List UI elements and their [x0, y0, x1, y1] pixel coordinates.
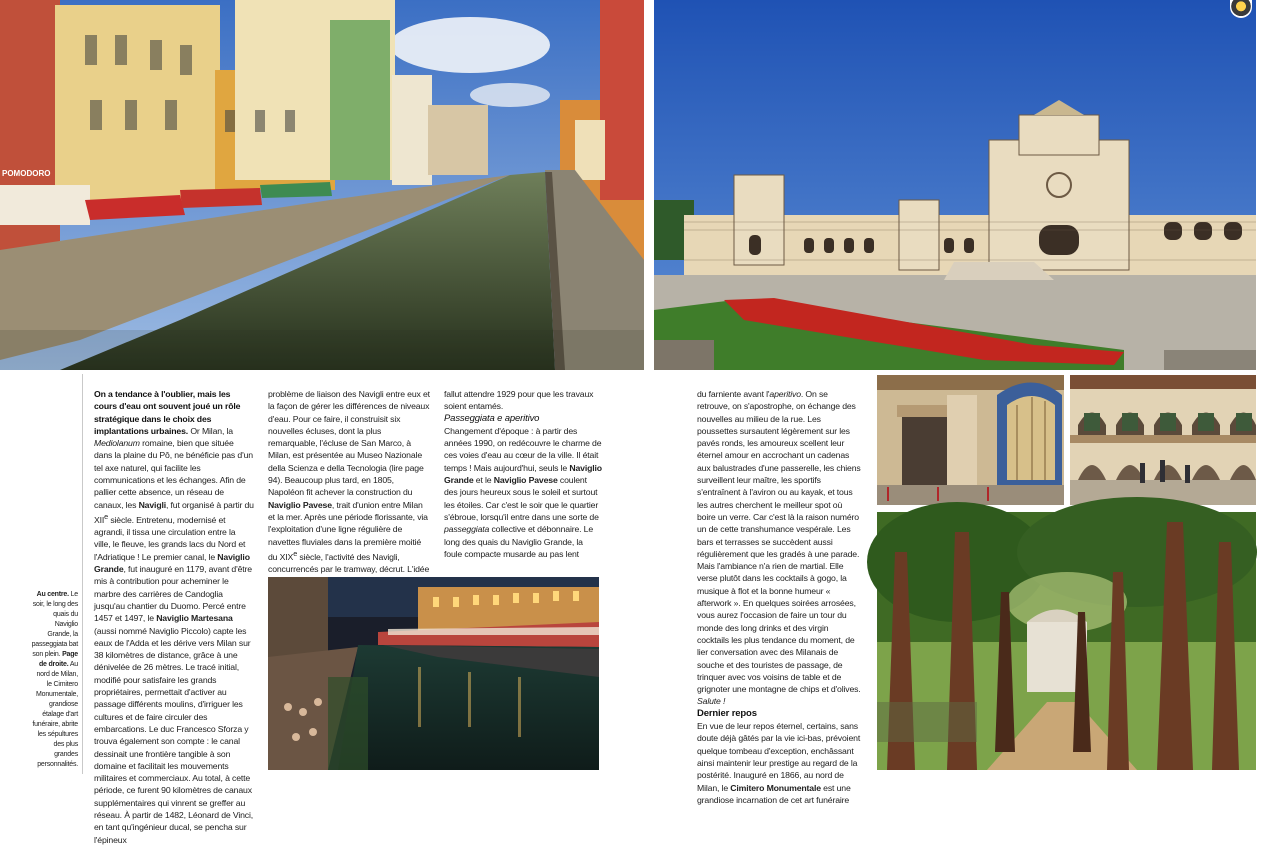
arcade-exterior-photo	[1070, 375, 1256, 505]
caption-right-title: Page de droite.	[38, 651, 78, 668]
body-text: siècle, l'activité des Navigli, concurrencés par le tramway, décrut. L'idée	[268, 551, 430, 575]
caption-center-title: Au centre.	[36, 591, 69, 598]
article-paragraph	[94, 388, 254, 846]
body-text: du farniente avant l'	[697, 389, 770, 399]
body-sup: e	[293, 548, 298, 558]
body-text: problème de liaison des Navigli entre eux et la façon de gérer les différences de niveaux d'eau. Pour ce faire, il construisit six nouvelles écluses, dont la plus remarquable, l'écluse de San Marco, à Milan, est présentée au Museo Nazionale della Scienza e della Tecnologia (lire page 94). Beaucoup plus tard, en 1805, Napoléon fit achever la construction du	[268, 389, 430, 498]
canal-day-photo	[0, 0, 644, 370]
body-bold: Naviglio Martesana	[156, 613, 233, 624]
body-text: collective et débonnaire. Le long des quais du Naviglio Grande, la foule compacte musarde au pas lent	[444, 524, 594, 559]
body-text: , trait d'union entre Milan et la mer. Après une période florissante, via l'exploitation d'une ligne régulière de navettes fluviales dans la première moitié du XIX	[268, 499, 428, 562]
article-paragraph	[444, 425, 602, 560]
body-italic: Salute !	[697, 696, 726, 707]
article-column-3	[444, 388, 602, 560]
body-bold: Cimitero Monumentale	[730, 782, 821, 793]
article-column-2	[268, 388, 430, 600]
article-column-1	[94, 388, 254, 846]
cemetery-photo	[654, 0, 1256, 370]
article-paragraph	[697, 720, 862, 806]
article-column-4	[697, 388, 862, 806]
caption-center-text: Le soir, le long des quais du Naviglio Grande, la passeggiata bat son plein.	[31, 591, 78, 658]
subheading-dernier-repos: Dernier repos	[697, 707, 757, 719]
body-text: fallut attendre 1929 pour que les travaux soient entamés.	[444, 389, 594, 412]
body-italic: aperitivo	[769, 389, 801, 399]
body-text: Changement d'époque : à partir des années 1990, on redécouvre le charme de ces voies d'eau au cœur de la ville. Il était temps ! Mais aujourd'hui, seuls le	[444, 425, 602, 473]
body-sup: e	[104, 511, 109, 521]
body-text: , fut organisé à partir du XII	[94, 499, 254, 525]
body-bold: Naviglio Pavese	[493, 475, 558, 486]
body-text: romaine, bien que située dans la plaine du Pô, ne bénéficie pas d'un tel axe naturel, qui facilite les communications et les échanges. Afin de pallier cette absence, un réseau de canaux, les	[94, 438, 253, 510]
subheading-passeggiata: Passeggiata e aperitivo	[444, 412, 540, 424]
caption-right-text: Au nord de Milan, le Cimitero Monumentale, grandiose étalage d'art funéraire, abrite les sépultures des plus grandes personnalités.	[32, 661, 78, 768]
body-text: et le	[473, 475, 494, 486]
body-italic: Mediolanum	[94, 438, 140, 449]
article-paragraph	[268, 388, 430, 600]
body-text: , fut inauguré en 1179, avant d'être mis à contribution pour acheminer le marbre des carrières de Candoglia jusqu'au chantier du Duomo. Percé entre 1457 et 1497, le	[94, 564, 252, 624]
lead-text: On a tendance à l'oublier, mais les cours d'eau ont souvent joué un rôle stratégique dans le choix des implantations urbaines.	[94, 389, 241, 436]
body-text: . On se retrouve, on s'apostrophe, on échange des nouvelles au milieu de la rue. Les poussettes sursautent légèrement sur les pavés ronds, les amoureux scellent leur éternel amour en accrochant un cadenas aux balustrades d'une passerelle, les chiens surveillent leur maître, les sportifs s'entraînent à l'aviron ou au kayak, et tous les autres cherchent le meilleur spot où boire un verre. Car c'est là la raison numéro un de cette transhumance vespérale. Les bars et terrasses se succèdent aussi régulièrement que les gradés à une parade. Mais l'ambiance n'a rien de martial. Elle verse plutôt dans les cocktails à gogo, la musique à flot et la bonne humeur « afterwork ». En quelques soirées arrosées, vous aurez l'occasion de faire un tour du monde des long drinks et des virgin cocktails les plus tendance du moment, de lier conversation avec des Milanais de souche et des touristes de passage, de trinquer avec vos voisins de table et de grignoter une montagne de chips et d'olives.	[697, 389, 861, 695]
body-bold: Naviglio Pavese	[268, 499, 332, 510]
body-italic: passeggiata	[444, 524, 490, 535]
body-text: coulent des jours heureux sous le soleil et surtout les étoiles. Car c'est le soir que le quartier s'ébroue, lorsqu'il entre dans une sorte de	[444, 475, 599, 522]
body-text: Or Milan, la	[188, 425, 233, 436]
shop-sign-text: POMODORO	[2, 169, 51, 178]
arcade-interior-photo	[877, 375, 1064, 505]
caption-divider	[82, 374, 83, 774]
photo-caption	[30, 590, 78, 770]
body-text: siècle. Entretenu, modernisé et agrandi, il tissa une circulation entre la ville, le fleuve, les grands lacs du Nord et l'Adriatique ! Le premier canal, le	[94, 514, 246, 562]
body-text: est une grandiose incarnation de cet art funéraire	[697, 782, 851, 805]
article-paragraph	[697, 388, 862, 708]
body-bold: Navigli	[138, 499, 166, 510]
body-text: (aussi nommé Naviglio Piccolo) capte les eaux de l'Adda et les dérive vers Milan sur 38 kilomètres de distance, grâce à une dénivelée de 26 mètres. Le tracé initial, modifié pour satisfaire les grands propriétaires, permettait d'activer au passage différents moulins, d'irriguer les cultures et de faire circuler des embarcations. Le duc Francesco Sforza y trouva également son compte : le canal dessinait une frontière tangible à son domaine et facilitait les mouvements militaires et commerciaux. Au total, à cette période, ce furent 90 kilomètres de canaux supplémentaires qui vinrent se greffer au réseau. À partir de 1482, Léonard de Vinci, en tant qu'ingénieur ducal, se pencha sur l'épineux	[94, 625, 254, 845]
body-text: En vue de leur repos éternel, certains, sans doute déjà gâtés par la vie ici-bas, prévoient quelque tombeau d'exception, enchâssant ainsi maintenir leur prestige au regard de la postérité. Inauguré en 1866, au nord de Milan, le	[697, 721, 861, 793]
body-bold: Naviglio Grande	[444, 462, 602, 486]
body-bold: Naviglio Grande	[94, 551, 250, 575]
canal-night-photo	[268, 577, 599, 770]
cypress-trees-photo	[877, 512, 1256, 770]
